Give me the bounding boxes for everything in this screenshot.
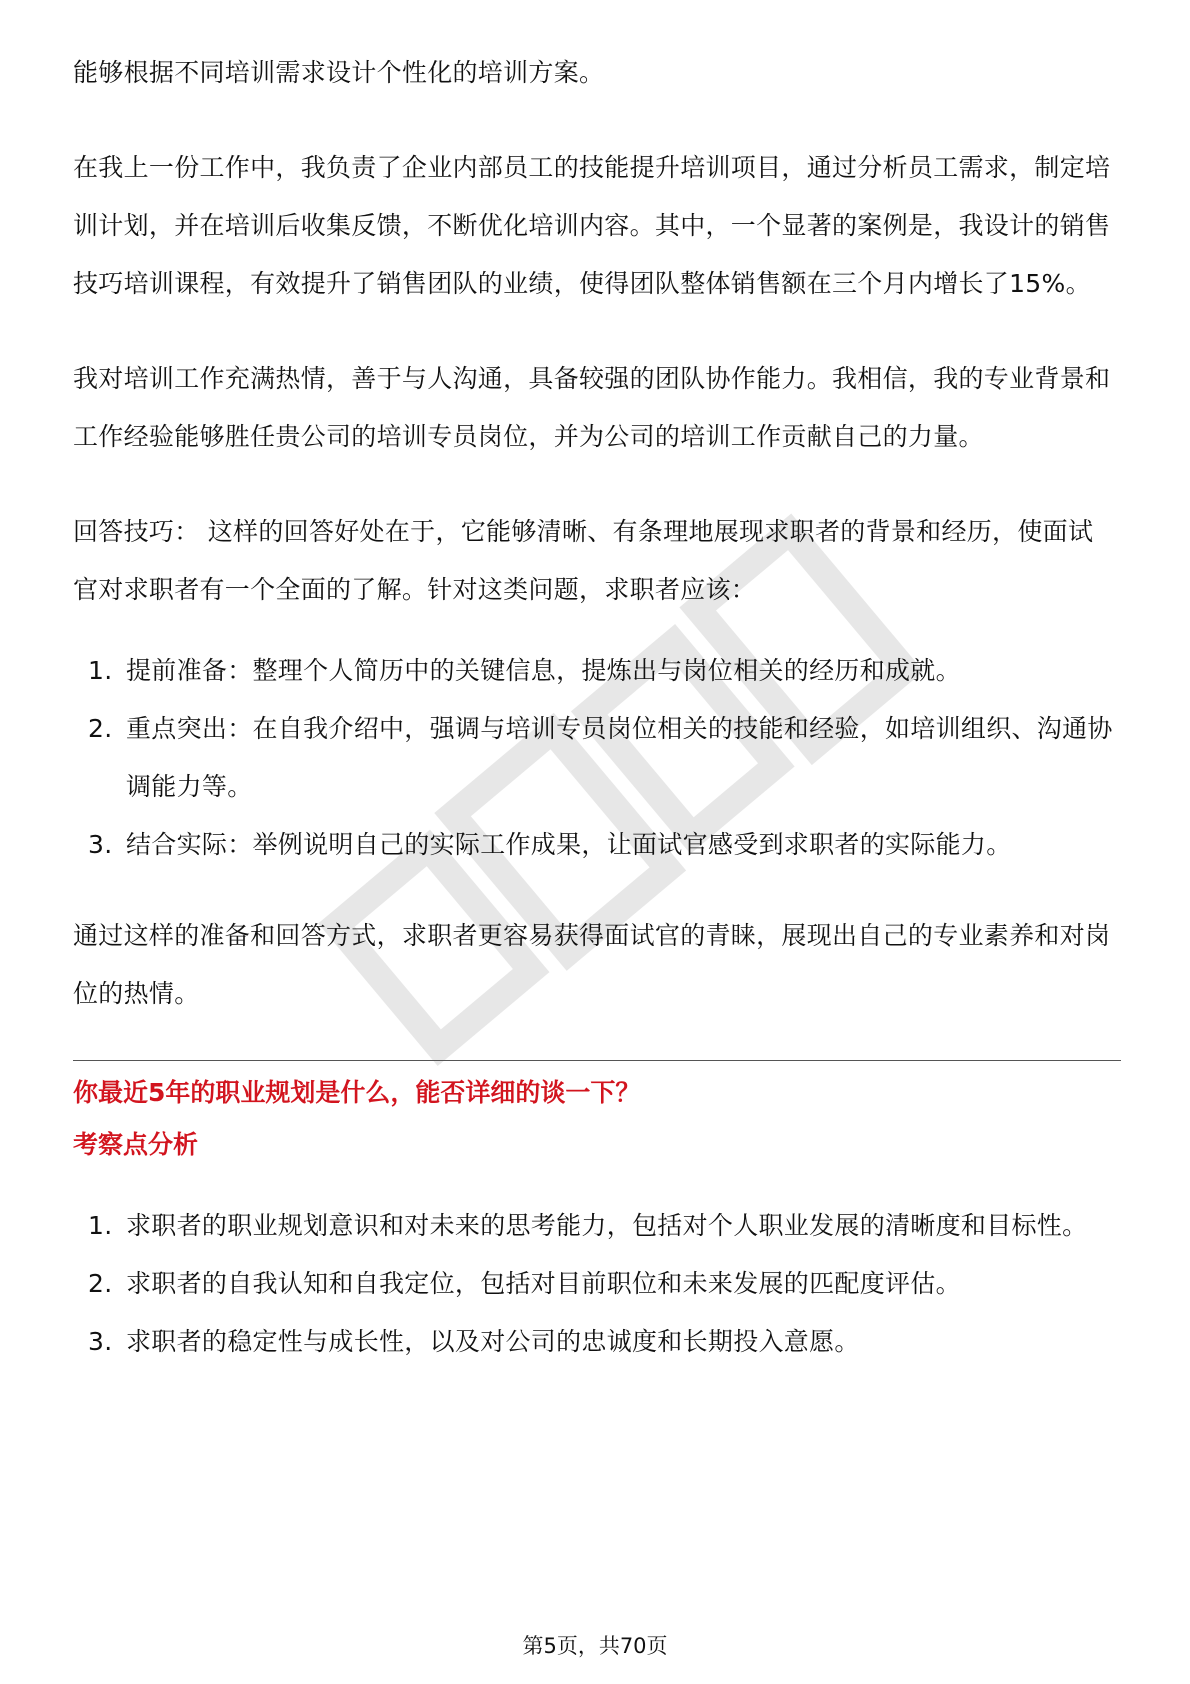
list-number: 1.: [88, 1211, 113, 1240]
list-text: 求职者的稳定性与成长性，以及对公司的忠诚度和长期投入意愿。: [126, 1327, 860, 1356]
list-item: [73, 1313, 1118, 1371]
list-item: [73, 1197, 1118, 1255]
list-number: 3.: [88, 830, 113, 859]
list-item: [73, 1255, 1118, 1313]
page-footer: 第5页，共70页: [522, 1634, 668, 1658]
list-text: 结合实际：举例说明自己的实际工作成果，让面试官感受到求职者的实际能力。: [126, 830, 1012, 859]
section-divider: [73, 1060, 1121, 1061]
question-title: 你最近5年的职业规划是什么，能否详细的谈一下？: [73, 1078, 641, 1107]
list-item: [73, 816, 1118, 874]
list-text: 求职者的自我认知和自我定位，包括对目前职位和未来发展的匹配度评估。: [126, 1269, 961, 1298]
paragraph-answer-tips: 回答技巧： 这样的回答好处在于，它能够清晰、有条理地展现求职者的背景和经历，使面试官对求职者有一个全面的了解。针对这类问题，求职者应该：: [73, 517, 1094, 604]
list-text: 提前准备：整理个人简历中的关键信息，提炼出与岗位相关的经历和成就。: [126, 656, 961, 685]
paragraph-enthusiasm: 我对培训工作充满热情，善于与人沟通，具备较强的团队协作能力。我相信，我的专业背景和工作经验能够胜任贵公司的培训专员岗位，并为公司的培训工作贡献自己的力量。: [73, 364, 1111, 451]
list-number: 3.: [88, 1327, 113, 1356]
analysis-heading: 考察点分析: [73, 1130, 199, 1159]
list-number: 1.: [88, 656, 113, 685]
list-item: [73, 642, 1118, 700]
paragraph-closing: 通过这样的准备和回答方式，求职者更容易获得面试官的青睐，展现出自己的专业素养和对岗位的热情。: [73, 921, 1111, 1008]
list-number: 2.: [88, 714, 113, 743]
tips-list: [73, 642, 1118, 874]
paragraph-experience: 在我上一份工作中，我负责了企业内部员工的技能提升培训项目，通过分析员工需求，制定培训计划，并在培训后收集反馈，不断优化培训内容。其中，一个显著的案例是，我设计的销售技巧培训课程，有效提升了销售团队的业绩，使得团队整体销售额在三个月内增长了15%。: [73, 153, 1111, 298]
analysis-list: [73, 1197, 1118, 1371]
list-item: [73, 700, 1118, 816]
list-text: 重点突出：在自我介绍中，强调与培训专员岗位相关的技能和经验，如培训组织、沟通协调能力等。: [126, 714, 1113, 801]
list-text: 求职者的职业规划意识和对未来的思考能力，包括对个人职业发展的清晰度和目标性。: [126, 1211, 1088, 1240]
paragraph-intro-end: 能够根据不同培训需求设计个性化的培训方案。: [73, 58, 605, 87]
main-content: [73, 44, 1118, 1404]
list-number: 2.: [88, 1269, 113, 1298]
